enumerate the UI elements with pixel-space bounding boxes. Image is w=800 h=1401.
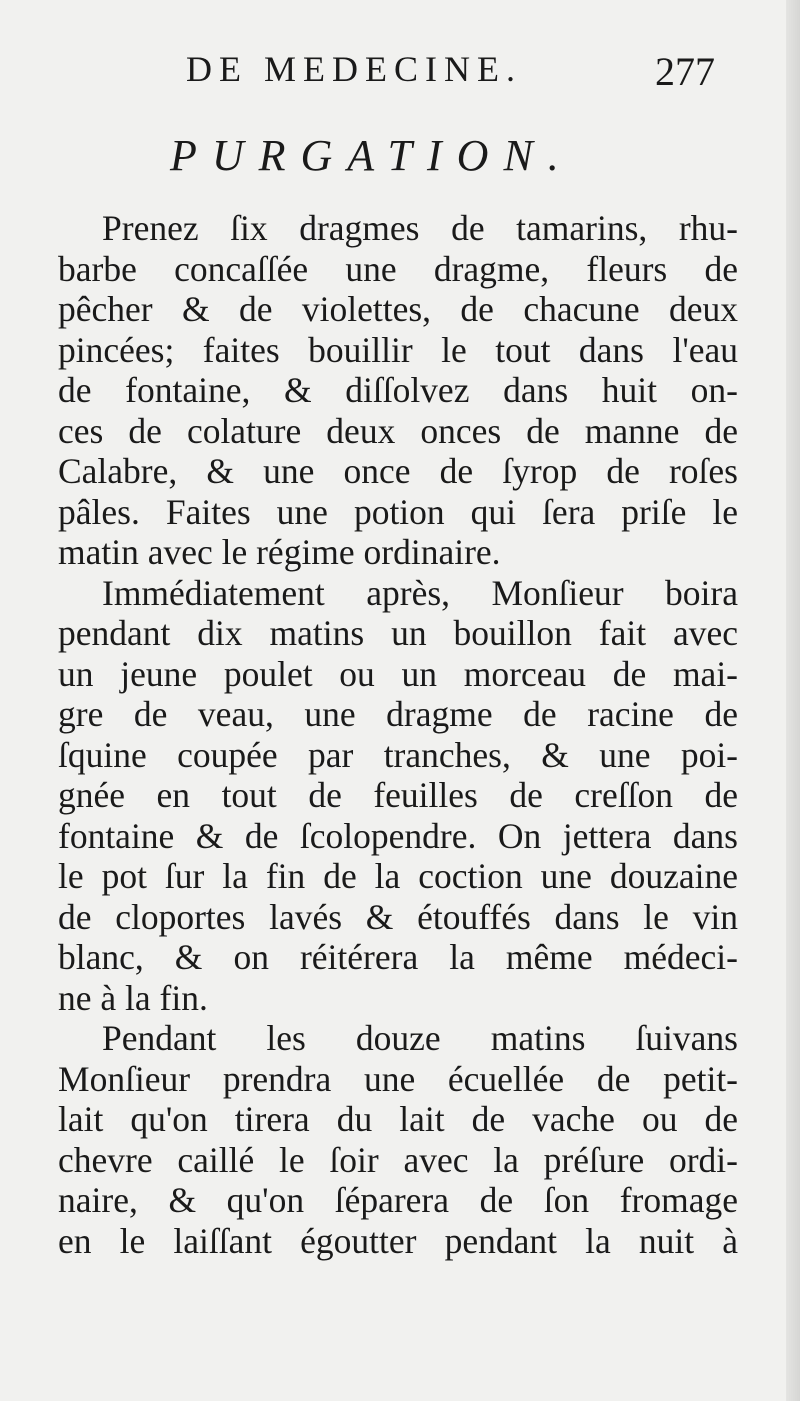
- text-line: le pot ſur la fin de la coction une douzaine: [58, 856, 738, 896]
- text-line: Calabre, & une once de ſyrop de roſes: [58, 451, 738, 491]
- body-text: [58, 208, 738, 1261]
- text-line: pêcher & de violettes, de chacune deux: [58, 289, 738, 329]
- text-line: ces de colature deux onces de manne de: [58, 410, 738, 451]
- page-number: 277: [655, 49, 715, 94]
- text-line: Prenez ſix dragmes de tamarins, rhu-: [102, 208, 738, 248]
- text-line: barbe concaſſée une dragme, fleurs de: [58, 248, 738, 289]
- text-line: ne à la fin.: [58, 977, 208, 1018]
- text-line: lait qu'on tirera du lait de vache ou de: [58, 1099, 738, 1139]
- text-line: Pendant les douze matins ſuivans: [102, 1018, 738, 1058]
- text-line: gre de veau, une dragme de racine de: [58, 694, 738, 734]
- text-line: pendant dix matins un bouillon fait avec: [58, 613, 738, 653]
- running-head: [0, 38, 800, 98]
- text-line: Immédiatement après, Monſieur boira: [102, 572, 738, 613]
- text-line: un jeune poulet ou un morceau de mai-: [58, 653, 738, 694]
- paragraph-3: [58, 1018, 738, 1261]
- paragraph-1: [58, 208, 738, 573]
- section-heading: PURGATION.: [170, 131, 574, 180]
- text-line: pincées; faites bouillir le tout dans l'eau: [58, 329, 738, 370]
- text-line: en le laiſſant égoutter pendant la nuit à: [58, 1220, 738, 1261]
- text-line: pâles. Faites une potion qui ſera priſe le: [58, 491, 738, 532]
- text-line: matin avec le régime ordinaire.: [58, 532, 501, 572]
- text-line: naire, & qu'on ſéparera de ſon fromage: [58, 1180, 738, 1220]
- text-line: de fontaine, & diſſolvez dans huit on-: [58, 370, 738, 410]
- text-line: ſquine coupée par tranches, & une poi-: [58, 734, 738, 775]
- text-line: fontaine & de ſcolopendre. On jettera dans: [58, 815, 738, 856]
- running-title: DE MEDECINE.: [186, 49, 522, 89]
- text-line: chevre caillé le ſoir avec la préſure ordi-: [58, 1139, 738, 1180]
- text-line: gnée en tout de feuilles de creſſon de: [58, 775, 738, 815]
- text-line: de cloportes lavés & étouffés dans le vin: [58, 896, 738, 937]
- text-line: Monſieur prendra une écuellée de petit-: [58, 1058, 738, 1099]
- paragraph-2: [58, 573, 738, 1019]
- text-line: blanc, & on réitérera la même médeci-: [58, 937, 738, 977]
